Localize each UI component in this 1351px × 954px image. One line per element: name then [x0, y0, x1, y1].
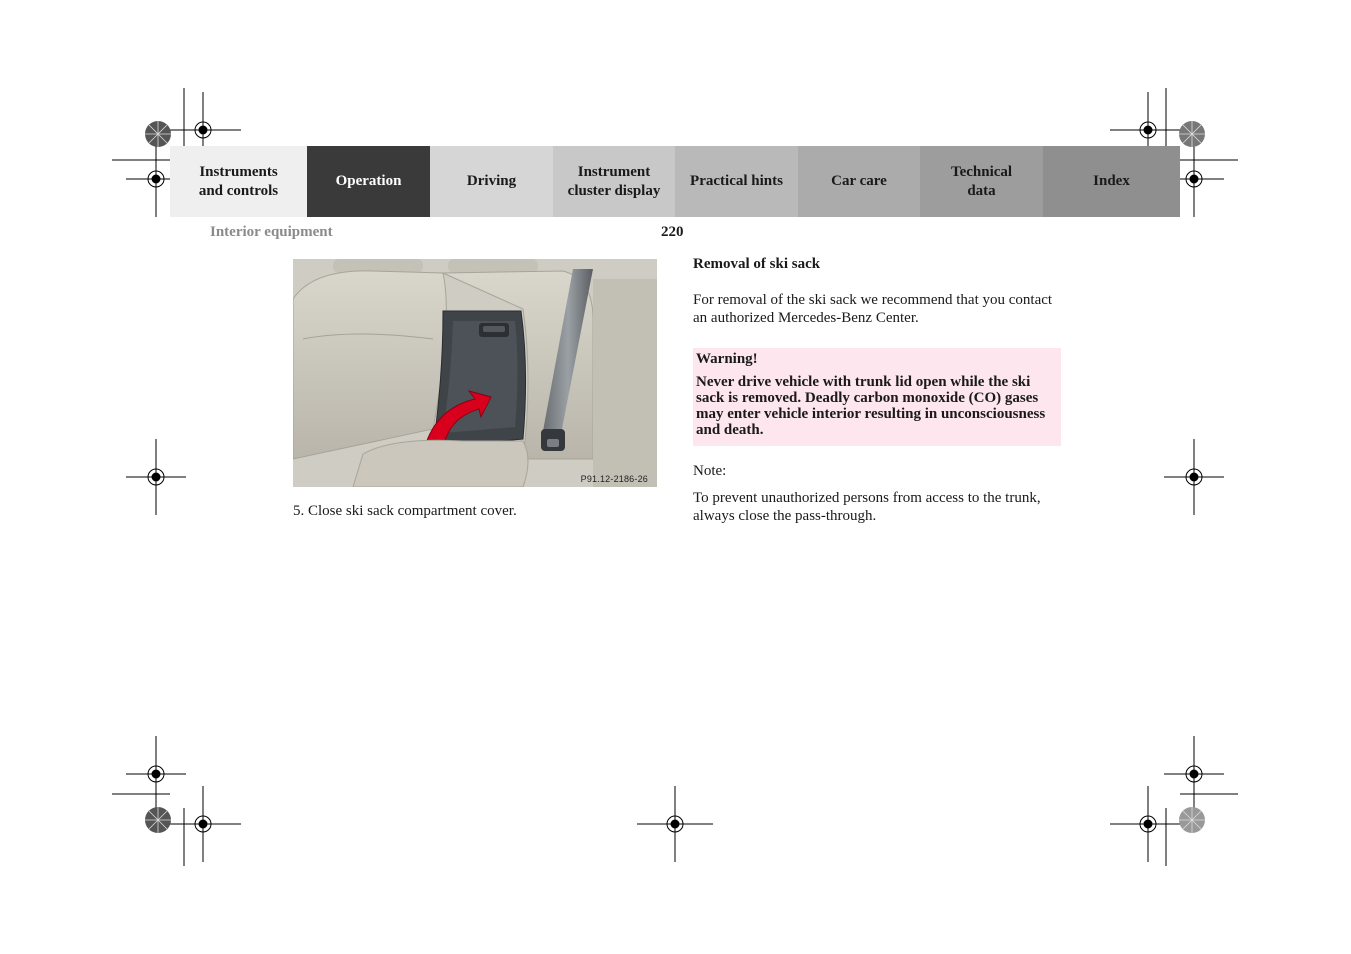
warning-title: Warning! [696, 351, 758, 367]
nav-tab-label: Instruments and controls [198, 163, 279, 199]
chapter-nav [170, 146, 1180, 217]
nav-tab-instruments-and-controls[interactable] [170, 146, 307, 217]
warning-body: Never drive vehicle with trunk lid open while the ski sack is removed. Deadly carbon monoxide (CO) gases may enter vehicle interior resulting in unconsciousness and death. [696, 374, 1046, 438]
nav-tab-car-care[interactable] [798, 146, 920, 217]
nav-tab-label: Instrument cluster display [567, 163, 661, 199]
figure-label: P91.12-2186-26 [580, 474, 648, 484]
nav-tab-label: Driving [466, 173, 517, 189]
nav-tab-label: Technical data [950, 163, 1013, 199]
rear-seat-image [293, 259, 657, 487]
nav-tab-label: Index [1093, 173, 1130, 189]
nav-tab-practical-hints[interactable] [675, 146, 798, 217]
nav-tab-instrument-cluster-display[interactable] [553, 146, 675, 217]
nav-tab-technical-data[interactable] [920, 146, 1043, 217]
nav-tab-operation[interactable] [307, 146, 430, 217]
paragraph-removal: For removal of the ski sack we recommend that you contact an authorized Mercedes-Benz Center. [693, 292, 1053, 326]
step-text: 5. Close ski sack compartment cover. [293, 503, 517, 519]
section-heading: Removal of ski sack [693, 256, 821, 272]
nav-tab-driving[interactable] [430, 146, 553, 217]
ski-sack-illustration [293, 259, 657, 487]
nav-tab-label: Practical hints [690, 173, 783, 189]
nav-tab-index[interactable] [1043, 146, 1180, 217]
nav-tab-label: Car care [831, 173, 887, 189]
nav-tab-label: Operation [335, 173, 402, 189]
paragraph-note: To prevent unauthorized persons from access to the trunk, always close the pass-through. [693, 490, 1041, 524]
warning-box [693, 348, 1061, 446]
page-number: 220 [661, 224, 684, 240]
section-title: Interior equipment [210, 224, 333, 240]
note-label: Note: [693, 463, 727, 479]
